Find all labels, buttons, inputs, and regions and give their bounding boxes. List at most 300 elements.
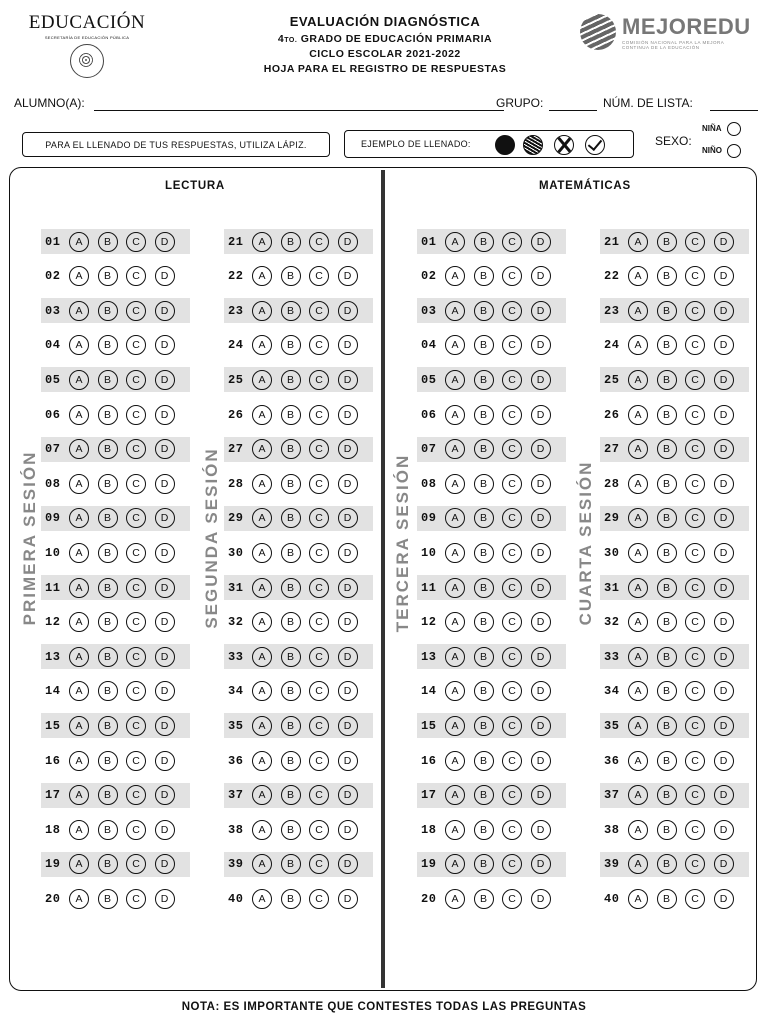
answer-bubble-d[interactable]: D — [155, 405, 175, 425]
answer-bubble-c[interactable]: C — [126, 578, 146, 598]
answer-bubble-b[interactable]: B — [657, 543, 677, 563]
answer-bubble-b[interactable]: B — [98, 508, 118, 528]
answer-bubble-c[interactable]: C — [126, 370, 146, 390]
answer-bubble-b[interactable]: B — [281, 508, 301, 528]
answer-bubble-d[interactable]: D — [338, 681, 358, 701]
answer-bubble-a[interactable]: A — [628, 335, 648, 355]
answer-bubble-d[interactable]: D — [714, 612, 734, 632]
answer-bubble-d[interactable]: D — [714, 301, 734, 321]
answer-bubble-d[interactable]: D — [531, 854, 551, 874]
answer-bubble-d[interactable]: D — [531, 439, 551, 459]
answer-bubble-b[interactable]: B — [281, 543, 301, 563]
answer-bubble-a[interactable]: A — [445, 578, 465, 598]
answer-bubble-b[interactable]: B — [281, 751, 301, 771]
answer-bubble-c[interactable]: C — [126, 751, 146, 771]
answer-bubble-d[interactable]: D — [531, 543, 551, 563]
answer-bubble-d[interactable]: D — [714, 543, 734, 563]
answer-bubble-d[interactable]: D — [531, 889, 551, 909]
answer-bubble-b[interactable]: B — [281, 647, 301, 667]
answer-bubble-b[interactable]: B — [281, 266, 301, 286]
answer-bubble-b[interactable]: B — [98, 647, 118, 667]
answer-bubble-c[interactable]: C — [309, 785, 329, 805]
answer-bubble-a[interactable]: A — [445, 889, 465, 909]
answer-bubble-b[interactable]: B — [474, 266, 494, 286]
answer-bubble-b[interactable]: B — [98, 716, 118, 736]
answer-bubble-d[interactable]: D — [714, 405, 734, 425]
answer-bubble-b[interactable]: B — [281, 681, 301, 701]
answer-bubble-a[interactable]: A — [628, 681, 648, 701]
answer-bubble-d[interactable]: D — [714, 681, 734, 701]
answer-bubble-a[interactable]: A — [445, 266, 465, 286]
answer-bubble-b[interactable]: B — [657, 681, 677, 701]
answer-bubble-d[interactable]: D — [338, 370, 358, 390]
answer-bubble-c[interactable]: C — [685, 889, 705, 909]
answer-bubble-a[interactable]: A — [445, 405, 465, 425]
answer-bubble-d[interactable]: D — [714, 474, 734, 494]
answer-bubble-b[interactable]: B — [657, 751, 677, 771]
answer-bubble-d[interactable]: D — [531, 301, 551, 321]
answer-bubble-a[interactable]: A — [252, 405, 272, 425]
answer-bubble-d[interactable]: D — [531, 751, 551, 771]
answer-bubble-c[interactable]: C — [502, 543, 522, 563]
answer-bubble-a[interactable]: A — [445, 681, 465, 701]
answer-bubble-a[interactable]: A — [69, 439, 89, 459]
answer-bubble-d[interactable]: D — [531, 335, 551, 355]
answer-bubble-a[interactable]: A — [628, 820, 648, 840]
answer-bubble-a[interactable]: A — [445, 335, 465, 355]
answer-bubble-b[interactable]: B — [474, 889, 494, 909]
answer-bubble-c[interactable]: C — [502, 820, 522, 840]
answer-bubble-c[interactable]: C — [309, 508, 329, 528]
answer-bubble-b[interactable]: B — [474, 820, 494, 840]
answer-bubble-b[interactable]: B — [657, 405, 677, 425]
answer-bubble-d[interactable]: D — [338, 301, 358, 321]
answer-bubble-c[interactable]: C — [126, 266, 146, 286]
answer-bubble-c[interactable]: C — [685, 405, 705, 425]
answer-bubble-c[interactable]: C — [309, 612, 329, 632]
answer-bubble-d[interactable]: D — [714, 820, 734, 840]
answer-bubble-b[interactable]: B — [281, 612, 301, 632]
answer-bubble-c[interactable]: C — [685, 335, 705, 355]
answer-bubble-d[interactable]: D — [338, 647, 358, 667]
answer-bubble-b[interactable]: B — [657, 820, 677, 840]
answer-bubble-b[interactable]: B — [98, 820, 118, 840]
answer-bubble-d[interactable]: D — [338, 405, 358, 425]
answer-bubble-b[interactable]: B — [98, 266, 118, 286]
answer-bubble-b[interactable]: B — [657, 335, 677, 355]
answer-bubble-c[interactable]: C — [126, 854, 146, 874]
answer-bubble-b[interactable]: B — [98, 578, 118, 598]
answer-bubble-b[interactable]: B — [474, 785, 494, 805]
answer-bubble-c[interactable]: C — [126, 820, 146, 840]
answer-bubble-d[interactable]: D — [338, 266, 358, 286]
answer-bubble-b[interactable]: B — [98, 889, 118, 909]
answer-bubble-d[interactable]: D — [155, 439, 175, 459]
answer-bubble-a[interactable]: A — [252, 335, 272, 355]
answer-bubble-b[interactable]: B — [474, 716, 494, 736]
answer-bubble-d[interactable]: D — [714, 508, 734, 528]
answer-bubble-c[interactable]: C — [685, 854, 705, 874]
answer-bubble-c[interactable]: C — [685, 543, 705, 563]
answer-bubble-b[interactable]: B — [474, 232, 494, 252]
answer-bubble-b[interactable]: B — [657, 232, 677, 252]
answer-bubble-d[interactable]: D — [338, 889, 358, 909]
answer-bubble-c[interactable]: C — [309, 716, 329, 736]
answer-bubble-b[interactable]: B — [98, 751, 118, 771]
answer-bubble-a[interactable]: A — [628, 474, 648, 494]
answer-bubble-b[interactable]: B — [98, 543, 118, 563]
answer-bubble-a[interactable]: A — [445, 647, 465, 667]
answer-bubble-d[interactable]: D — [531, 232, 551, 252]
answer-bubble-a[interactable]: A — [628, 751, 648, 771]
answer-bubble-c[interactable]: C — [309, 820, 329, 840]
answer-bubble-d[interactable]: D — [155, 301, 175, 321]
answer-bubble-b[interactable]: B — [281, 578, 301, 598]
answer-bubble-b[interactable]: B — [98, 405, 118, 425]
answer-bubble-d[interactable]: D — [338, 716, 358, 736]
answer-bubble-b[interactable]: B — [98, 335, 118, 355]
answer-bubble-a[interactable]: A — [252, 716, 272, 736]
answer-bubble-a[interactable]: A — [445, 232, 465, 252]
answer-bubble-d[interactable]: D — [338, 820, 358, 840]
answer-bubble-c[interactable]: C — [309, 854, 329, 874]
answer-bubble-b[interactable]: B — [657, 716, 677, 736]
answer-bubble-b[interactable]: B — [281, 854, 301, 874]
answer-bubble-c[interactable]: C — [309, 232, 329, 252]
answer-bubble-a[interactable]: A — [69, 578, 89, 598]
answer-bubble-a[interactable]: A — [69, 301, 89, 321]
answer-bubble-b[interactable]: B — [474, 508, 494, 528]
answer-bubble-d[interactable]: D — [338, 543, 358, 563]
answer-bubble-b[interactable]: B — [98, 854, 118, 874]
answer-bubble-a[interactable]: A — [69, 785, 89, 805]
answer-bubble-a[interactable]: A — [445, 370, 465, 390]
answer-bubble-c[interactable]: C — [685, 751, 705, 771]
answer-bubble-b[interactable]: B — [474, 612, 494, 632]
answer-bubble-b[interactable]: B — [281, 820, 301, 840]
answer-bubble-c[interactable]: C — [126, 716, 146, 736]
answer-bubble-d[interactable]: D — [338, 508, 358, 528]
answer-bubble-c[interactable]: C — [685, 785, 705, 805]
answer-bubble-d[interactable]: D — [714, 232, 734, 252]
answer-bubble-b[interactable]: B — [281, 232, 301, 252]
answer-bubble-b[interactable]: B — [657, 578, 677, 598]
answer-bubble-b[interactable]: B — [657, 647, 677, 667]
answer-bubble-c[interactable]: C — [126, 681, 146, 701]
answer-bubble-a[interactable]: A — [445, 543, 465, 563]
answer-bubble-c[interactable]: C — [685, 612, 705, 632]
answer-bubble-b[interactable]: B — [474, 405, 494, 425]
answer-bubble-d[interactable]: D — [531, 474, 551, 494]
answer-bubble-c[interactable]: C — [126, 508, 146, 528]
answer-bubble-b[interactable]: B — [657, 612, 677, 632]
answer-bubble-b[interactable]: B — [474, 301, 494, 321]
answer-bubble-d[interactable]: D — [155, 889, 175, 909]
answer-bubble-a[interactable]: A — [252, 647, 272, 667]
answer-bubble-b[interactable]: B — [98, 785, 118, 805]
answer-bubble-a[interactable]: A — [628, 232, 648, 252]
answer-bubble-c[interactable]: C — [126, 439, 146, 459]
answer-bubble-b[interactable]: B — [98, 232, 118, 252]
answer-bubble-c[interactable]: C — [309, 889, 329, 909]
answer-bubble-a[interactable]: A — [628, 716, 648, 736]
answer-bubble-c[interactable]: C — [502, 578, 522, 598]
answer-bubble-d[interactable]: D — [338, 785, 358, 805]
answer-bubble-d[interactable]: D — [531, 370, 551, 390]
answer-bubble-b[interactable]: B — [657, 854, 677, 874]
answer-bubble-c[interactable]: C — [126, 405, 146, 425]
answer-bubble-d[interactable]: D — [155, 647, 175, 667]
sex-option-girl-radio[interactable] — [727, 122, 741, 136]
answer-bubble-a[interactable]: A — [445, 612, 465, 632]
answer-bubble-d[interactable]: D — [155, 716, 175, 736]
answer-bubble-c[interactable]: C — [685, 370, 705, 390]
answer-bubble-d[interactable]: D — [338, 232, 358, 252]
answer-bubble-b[interactable]: B — [657, 266, 677, 286]
answer-bubble-c[interactable]: C — [502, 474, 522, 494]
answer-bubble-d[interactable]: D — [714, 370, 734, 390]
answer-bubble-b[interactable]: B — [474, 474, 494, 494]
answer-bubble-a[interactable]: A — [252, 785, 272, 805]
answer-bubble-d[interactable]: D — [531, 266, 551, 286]
student-name-field[interactable] — [94, 110, 504, 111]
answer-bubble-a[interactable]: A — [252, 301, 272, 321]
answer-bubble-c[interactable]: C — [309, 335, 329, 355]
answer-bubble-a[interactable]: A — [69, 370, 89, 390]
answer-bubble-a[interactable]: A — [628, 266, 648, 286]
answer-bubble-c[interactable]: C — [502, 301, 522, 321]
answer-bubble-a[interactable]: A — [69, 647, 89, 667]
answer-bubble-b[interactable]: B — [281, 474, 301, 494]
answer-bubble-a[interactable]: A — [69, 405, 89, 425]
answer-bubble-d[interactable]: D — [714, 578, 734, 598]
answer-bubble-c[interactable]: C — [126, 474, 146, 494]
answer-bubble-b[interactable]: B — [474, 335, 494, 355]
answer-bubble-d[interactable]: D — [155, 232, 175, 252]
answer-bubble-c[interactable]: C — [685, 820, 705, 840]
answer-bubble-d[interactable]: D — [338, 751, 358, 771]
answer-bubble-a[interactable]: A — [252, 543, 272, 563]
answer-bubble-d[interactable]: D — [714, 716, 734, 736]
answer-bubble-b[interactable]: B — [281, 405, 301, 425]
answer-bubble-a[interactable]: A — [628, 578, 648, 598]
answer-bubble-d[interactable]: D — [338, 612, 358, 632]
answer-bubble-b[interactable]: B — [98, 301, 118, 321]
answer-bubble-c[interactable]: C — [309, 647, 329, 667]
answer-bubble-b[interactable]: B — [281, 301, 301, 321]
answer-bubble-d[interactable]: D — [155, 751, 175, 771]
answer-bubble-c[interactable]: C — [685, 232, 705, 252]
answer-bubble-c[interactable]: C — [502, 751, 522, 771]
answer-bubble-c[interactable]: C — [685, 301, 705, 321]
answer-bubble-c[interactable]: C — [502, 370, 522, 390]
answer-bubble-d[interactable]: D — [338, 335, 358, 355]
answer-bubble-a[interactable]: A — [69, 474, 89, 494]
answer-bubble-c[interactable]: C — [126, 889, 146, 909]
answer-bubble-c[interactable]: C — [685, 266, 705, 286]
answer-bubble-c[interactable]: C — [126, 612, 146, 632]
answer-bubble-a[interactable]: A — [445, 508, 465, 528]
answer-bubble-a[interactable]: A — [252, 889, 272, 909]
answer-bubble-d[interactable]: D — [155, 785, 175, 805]
answer-bubble-d[interactable]: D — [155, 474, 175, 494]
answer-bubble-a[interactable]: A — [252, 232, 272, 252]
answer-bubble-a[interactable]: A — [628, 439, 648, 459]
answer-bubble-c[interactable]: C — [309, 405, 329, 425]
answer-bubble-c[interactable]: C — [126, 301, 146, 321]
answer-bubble-b[interactable]: B — [98, 370, 118, 390]
answer-bubble-b[interactable]: B — [474, 751, 494, 771]
answer-bubble-c[interactable]: C — [685, 647, 705, 667]
answer-bubble-a[interactable]: A — [252, 820, 272, 840]
answer-bubble-d[interactable]: D — [338, 578, 358, 598]
answer-bubble-b[interactable]: B — [98, 681, 118, 701]
answer-bubble-a[interactable]: A — [445, 439, 465, 459]
answer-bubble-c[interactable]: C — [502, 716, 522, 736]
answer-bubble-a[interactable]: A — [69, 716, 89, 736]
answer-bubble-a[interactable]: A — [69, 335, 89, 355]
answer-bubble-c[interactable]: C — [309, 439, 329, 459]
answer-bubble-b[interactable]: B — [657, 785, 677, 805]
answer-bubble-c[interactable]: C — [502, 335, 522, 355]
answer-bubble-c[interactable]: C — [502, 889, 522, 909]
answer-bubble-d[interactable]: D — [155, 681, 175, 701]
answer-bubble-d[interactable]: D — [531, 508, 551, 528]
answer-bubble-a[interactable]: A — [445, 854, 465, 874]
answer-bubble-a[interactable]: A — [628, 889, 648, 909]
answer-bubble-a[interactable]: A — [628, 647, 648, 667]
answer-bubble-c[interactable]: C — [126, 647, 146, 667]
answer-bubble-b[interactable]: B — [98, 612, 118, 632]
answer-bubble-b[interactable]: B — [98, 474, 118, 494]
answer-bubble-a[interactable]: A — [252, 370, 272, 390]
answer-bubble-b[interactable]: B — [281, 785, 301, 805]
answer-bubble-a[interactable]: A — [69, 508, 89, 528]
answer-bubble-d[interactable]: D — [155, 612, 175, 632]
answer-bubble-c[interactable]: C — [126, 543, 146, 563]
answer-bubble-a[interactable]: A — [628, 370, 648, 390]
answer-bubble-a[interactable]: A — [445, 785, 465, 805]
answer-bubble-b[interactable]: B — [98, 439, 118, 459]
answer-bubble-a[interactable]: A — [445, 716, 465, 736]
list-number-field[interactable] — [710, 110, 758, 111]
answer-bubble-b[interactable]: B — [657, 508, 677, 528]
answer-bubble-c[interactable]: C — [126, 785, 146, 805]
answer-bubble-a[interactable]: A — [69, 854, 89, 874]
answer-bubble-b[interactable]: B — [657, 889, 677, 909]
answer-bubble-d[interactable]: D — [155, 266, 175, 286]
answer-bubble-d[interactable]: D — [338, 439, 358, 459]
answer-bubble-a[interactable]: A — [252, 681, 272, 701]
answer-bubble-a[interactable]: A — [445, 301, 465, 321]
answer-bubble-d[interactable]: D — [531, 820, 551, 840]
answer-bubble-b[interactable]: B — [657, 370, 677, 390]
answer-bubble-a[interactable]: A — [252, 578, 272, 598]
answer-bubble-d[interactable]: D — [714, 439, 734, 459]
answer-bubble-d[interactable]: D — [155, 335, 175, 355]
answer-bubble-c[interactable]: C — [685, 578, 705, 598]
answer-bubble-c[interactable]: C — [309, 578, 329, 598]
answer-bubble-b[interactable]: B — [281, 889, 301, 909]
answer-bubble-b[interactable]: B — [474, 439, 494, 459]
group-field[interactable] — [549, 110, 597, 111]
answer-bubble-a[interactable]: A — [445, 820, 465, 840]
answer-bubble-c[interactable]: C — [309, 370, 329, 390]
answer-bubble-b[interactable]: B — [474, 647, 494, 667]
answer-bubble-c[interactable]: C — [126, 335, 146, 355]
answer-bubble-c[interactable]: C — [685, 474, 705, 494]
answer-bubble-a[interactable]: A — [628, 405, 648, 425]
answer-bubble-d[interactable]: D — [531, 716, 551, 736]
answer-bubble-b[interactable]: B — [657, 439, 677, 459]
answer-bubble-c[interactable]: C — [502, 854, 522, 874]
answer-bubble-c[interactable]: C — [309, 266, 329, 286]
answer-bubble-b[interactable]: B — [474, 543, 494, 563]
answer-bubble-c[interactable]: C — [685, 508, 705, 528]
answer-bubble-c[interactable]: C — [309, 751, 329, 771]
answer-bubble-b[interactable]: B — [474, 681, 494, 701]
answer-bubble-a[interactable]: A — [628, 543, 648, 563]
answer-bubble-a[interactable]: A — [252, 751, 272, 771]
answer-bubble-c[interactable]: C — [126, 232, 146, 252]
answer-bubble-a[interactable]: A — [628, 612, 648, 632]
answer-bubble-a[interactable]: A — [252, 474, 272, 494]
answer-bubble-c[interactable]: C — [309, 681, 329, 701]
answer-bubble-d[interactable]: D — [531, 785, 551, 805]
answer-bubble-a[interactable]: A — [69, 681, 89, 701]
answer-bubble-c[interactable]: C — [502, 508, 522, 528]
answer-bubble-a[interactable]: A — [252, 508, 272, 528]
answer-bubble-c[interactable]: C — [502, 405, 522, 425]
answer-bubble-d[interactable]: D — [531, 681, 551, 701]
answer-bubble-d[interactable]: D — [714, 751, 734, 771]
answer-bubble-d[interactable]: D — [155, 508, 175, 528]
answer-bubble-b[interactable]: B — [474, 854, 494, 874]
answer-bubble-d[interactable]: D — [155, 578, 175, 598]
answer-bubble-c[interactable]: C — [502, 612, 522, 632]
answer-bubble-a[interactable]: A — [69, 751, 89, 771]
answer-bubble-d[interactable]: D — [338, 854, 358, 874]
answer-bubble-a[interactable]: A — [69, 612, 89, 632]
answer-bubble-d[interactable]: D — [714, 854, 734, 874]
answer-bubble-a[interactable]: A — [252, 439, 272, 459]
answer-bubble-b[interactable]: B — [657, 474, 677, 494]
answer-bubble-a[interactable]: A — [628, 301, 648, 321]
answer-bubble-c[interactable]: C — [502, 232, 522, 252]
answer-bubble-a[interactable]: A — [69, 543, 89, 563]
answer-bubble-d[interactable]: D — [531, 405, 551, 425]
answer-bubble-a[interactable]: A — [69, 266, 89, 286]
answer-bubble-c[interactable]: C — [309, 474, 329, 494]
answer-bubble-c[interactable]: C — [309, 543, 329, 563]
sex-option-boy-radio[interactable] — [727, 144, 741, 158]
answer-bubble-d[interactable]: D — [338, 474, 358, 494]
answer-bubble-d[interactable]: D — [155, 820, 175, 840]
answer-bubble-b[interactable]: B — [281, 370, 301, 390]
answer-bubble-d[interactable]: D — [714, 889, 734, 909]
answer-bubble-d[interactable]: D — [531, 578, 551, 598]
answer-bubble-a[interactable]: A — [628, 508, 648, 528]
answer-bubble-c[interactable]: C — [502, 266, 522, 286]
answer-bubble-c[interactable]: C — [502, 785, 522, 805]
answer-bubble-b[interactable]: B — [281, 335, 301, 355]
answer-bubble-c[interactable]: C — [502, 647, 522, 667]
answer-bubble-d[interactable]: D — [714, 647, 734, 667]
answer-bubble-c[interactable]: C — [685, 716, 705, 736]
answer-bubble-d[interactable]: D — [714, 335, 734, 355]
answer-bubble-b[interactable]: B — [281, 716, 301, 736]
answer-bubble-b[interactable]: B — [474, 370, 494, 390]
